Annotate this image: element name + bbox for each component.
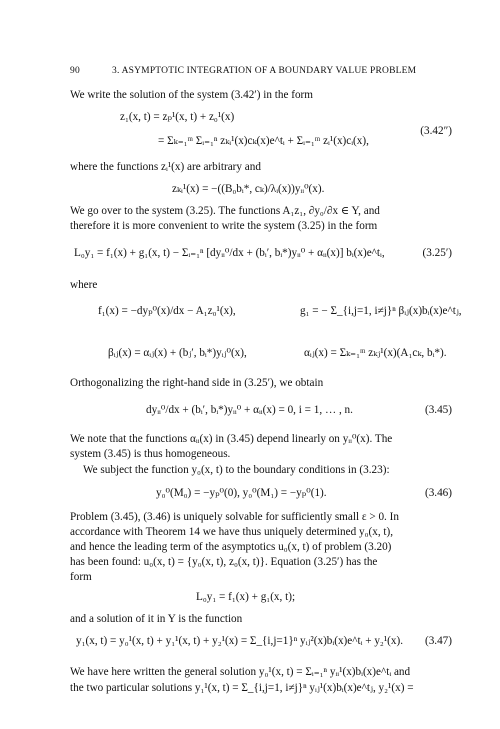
paragraph-line: Problem (3.45), (3.46) is uniquely solvable for sufficiently small ε > 0. In <box>70 511 399 523</box>
running-title: 3. ASYMPTOTIC INTEGRATION OF A BOUNDARY VALUE PROBLEM <box>112 66 417 76</box>
paragraph-line: form <box>70 571 92 583</box>
equation-alpha: αᵢⱼ(x) = Σₖ₌₁ᵐ zₖⱼ¹(x)(A₁cₖ, bᵢ*). <box>304 347 447 359</box>
paragraph-line: accordance with Theorem 14 we have thus uniquely determined y₀(x, t), <box>70 526 394 538</box>
paragraph-line: has been found: u₀(x, t) = {y₀(x, t), z₀(x, t)}. Equation (3.25′) has the <box>70 556 378 568</box>
equation-f1: f₁(x) = −dyₚ⁰(x)/dx − A₁z₀¹(x), <box>98 305 236 317</box>
paragraph-line: We write the solution of the system (3.42′) in the form <box>70 89 313 101</box>
paragraph-line: system (3.45) is thus homogeneous. <box>70 448 231 460</box>
paragraph-line: where <box>70 279 98 291</box>
paragraph-line: Orthogonalizing the right-hand side in (3.25′), we obtain <box>70 377 324 389</box>
paragraph-line: We note that the functions αᵢᵢ(x) in (3.45) depend linearly on yᵢᵢ⁰(x). The <box>70 433 393 445</box>
paragraph-line: therefore it is more convenient to write the system (3.25) in the form <box>70 220 378 232</box>
equation-beta: βᵢⱼ(x) = αᵢⱼ(x) + (bⱼ′, bᵢ*)yᵢⱼ⁰(x), <box>108 347 247 359</box>
paragraph-line: We go over to the system (3.25). The functions A₁z₁, ∂y₀/∂x ∈ Y, and <box>70 205 380 217</box>
paragraph-line: where the functions zᵢ¹(x) are arbitrary and <box>70 161 261 173</box>
equation-3-25-prime: L₀y₁ = f₁(x) + g₁(x, t) − Σᵢ₌₁ⁿ [dyᵢᵢ⁰/dx + (bᵢ′, bᵢ*)yᵢᵢ⁰ + αᵢᵢ(x)] bᵢ(x)e^tᵢ, <box>74 247 385 259</box>
equation-number: (3.46) <box>424 487 452 499</box>
equation-3-47: y₁(x, t) = y₀¹(x, t) + y₁¹(x, t) + y₂¹(x) = Σ_{i,j=1}ⁿ yᵢⱼ²(x)bᵢ(x)e^tᵢ + y₂¹(x). <box>76 635 404 647</box>
paragraph-line: the two particular solutions y₁¹(x, t) = Σ_{i,j=1, i≠j}ⁿ yᵢⱼ¹(x)bᵢ(x)e^tⱼ, y₂¹(x) = <box>70 682 414 694</box>
equation-number: (3.25′) <box>422 247 452 259</box>
equation-3-42-line-2: = Σₖ₌₁ᵐ Σᵢ₌₁ⁿ zₖᵢ¹(x)cₖ(x)e^tᵢ + Σᵢ₌₁ᵐ zᵢ¹(x)cᵢ(x), <box>158 135 369 147</box>
equation-g1: g₁ = − Σ_{i,j=1, i≠j}ⁿ βᵢⱼ(x)bᵢ(x)e^tⱼ, <box>300 305 462 317</box>
equation-number: (3.45) <box>424 404 452 416</box>
paragraph-line: We have here written the general solution y₀¹(x, t) = Σᵢ₌₁ⁿ yᵢᵢ¹(x)bᵢ(x)e^tᵢ and <box>70 666 411 678</box>
page-number: 90 <box>70 66 80 76</box>
equation-number: (3.42″) <box>420 125 452 137</box>
equation-zki: zₖᵢ¹(x) = −((B₀bᵢ*, cₖ)/λᵢ(x))yᵢᵢ⁰(x). <box>172 183 325 195</box>
equation-3-42-line-1: z₁(x, t) = zₚ¹(x, t) + z₀¹(x) <box>120 111 235 123</box>
equation-number: (3.47) <box>424 635 452 647</box>
paragraph-line: and hence the leading term of the asymptotics u₀(x, t) of problem (3.20) <box>70 541 392 553</box>
equation-3-46: y₀⁰(M₀) = −yₚ⁰(0), y₀⁰(M₁) = −yₚ⁰(1). <box>156 487 327 499</box>
paragraph-line: We subject the function y₀(x, t) to the boundary conditions in (3.23): <box>83 464 390 476</box>
paragraph-line: and a solution of it in Y is the function <box>70 613 243 625</box>
equation-L0y1: L₀y₁ = f₁(x) + g₁(x, t); <box>196 591 296 603</box>
equation-3-45: dyᵢᵢ⁰/dx + (bᵢ′, bᵢ*)yᵢᵢ⁰ + αᵢᵢ(x) = 0, i = 1, … , n. <box>146 404 353 416</box>
